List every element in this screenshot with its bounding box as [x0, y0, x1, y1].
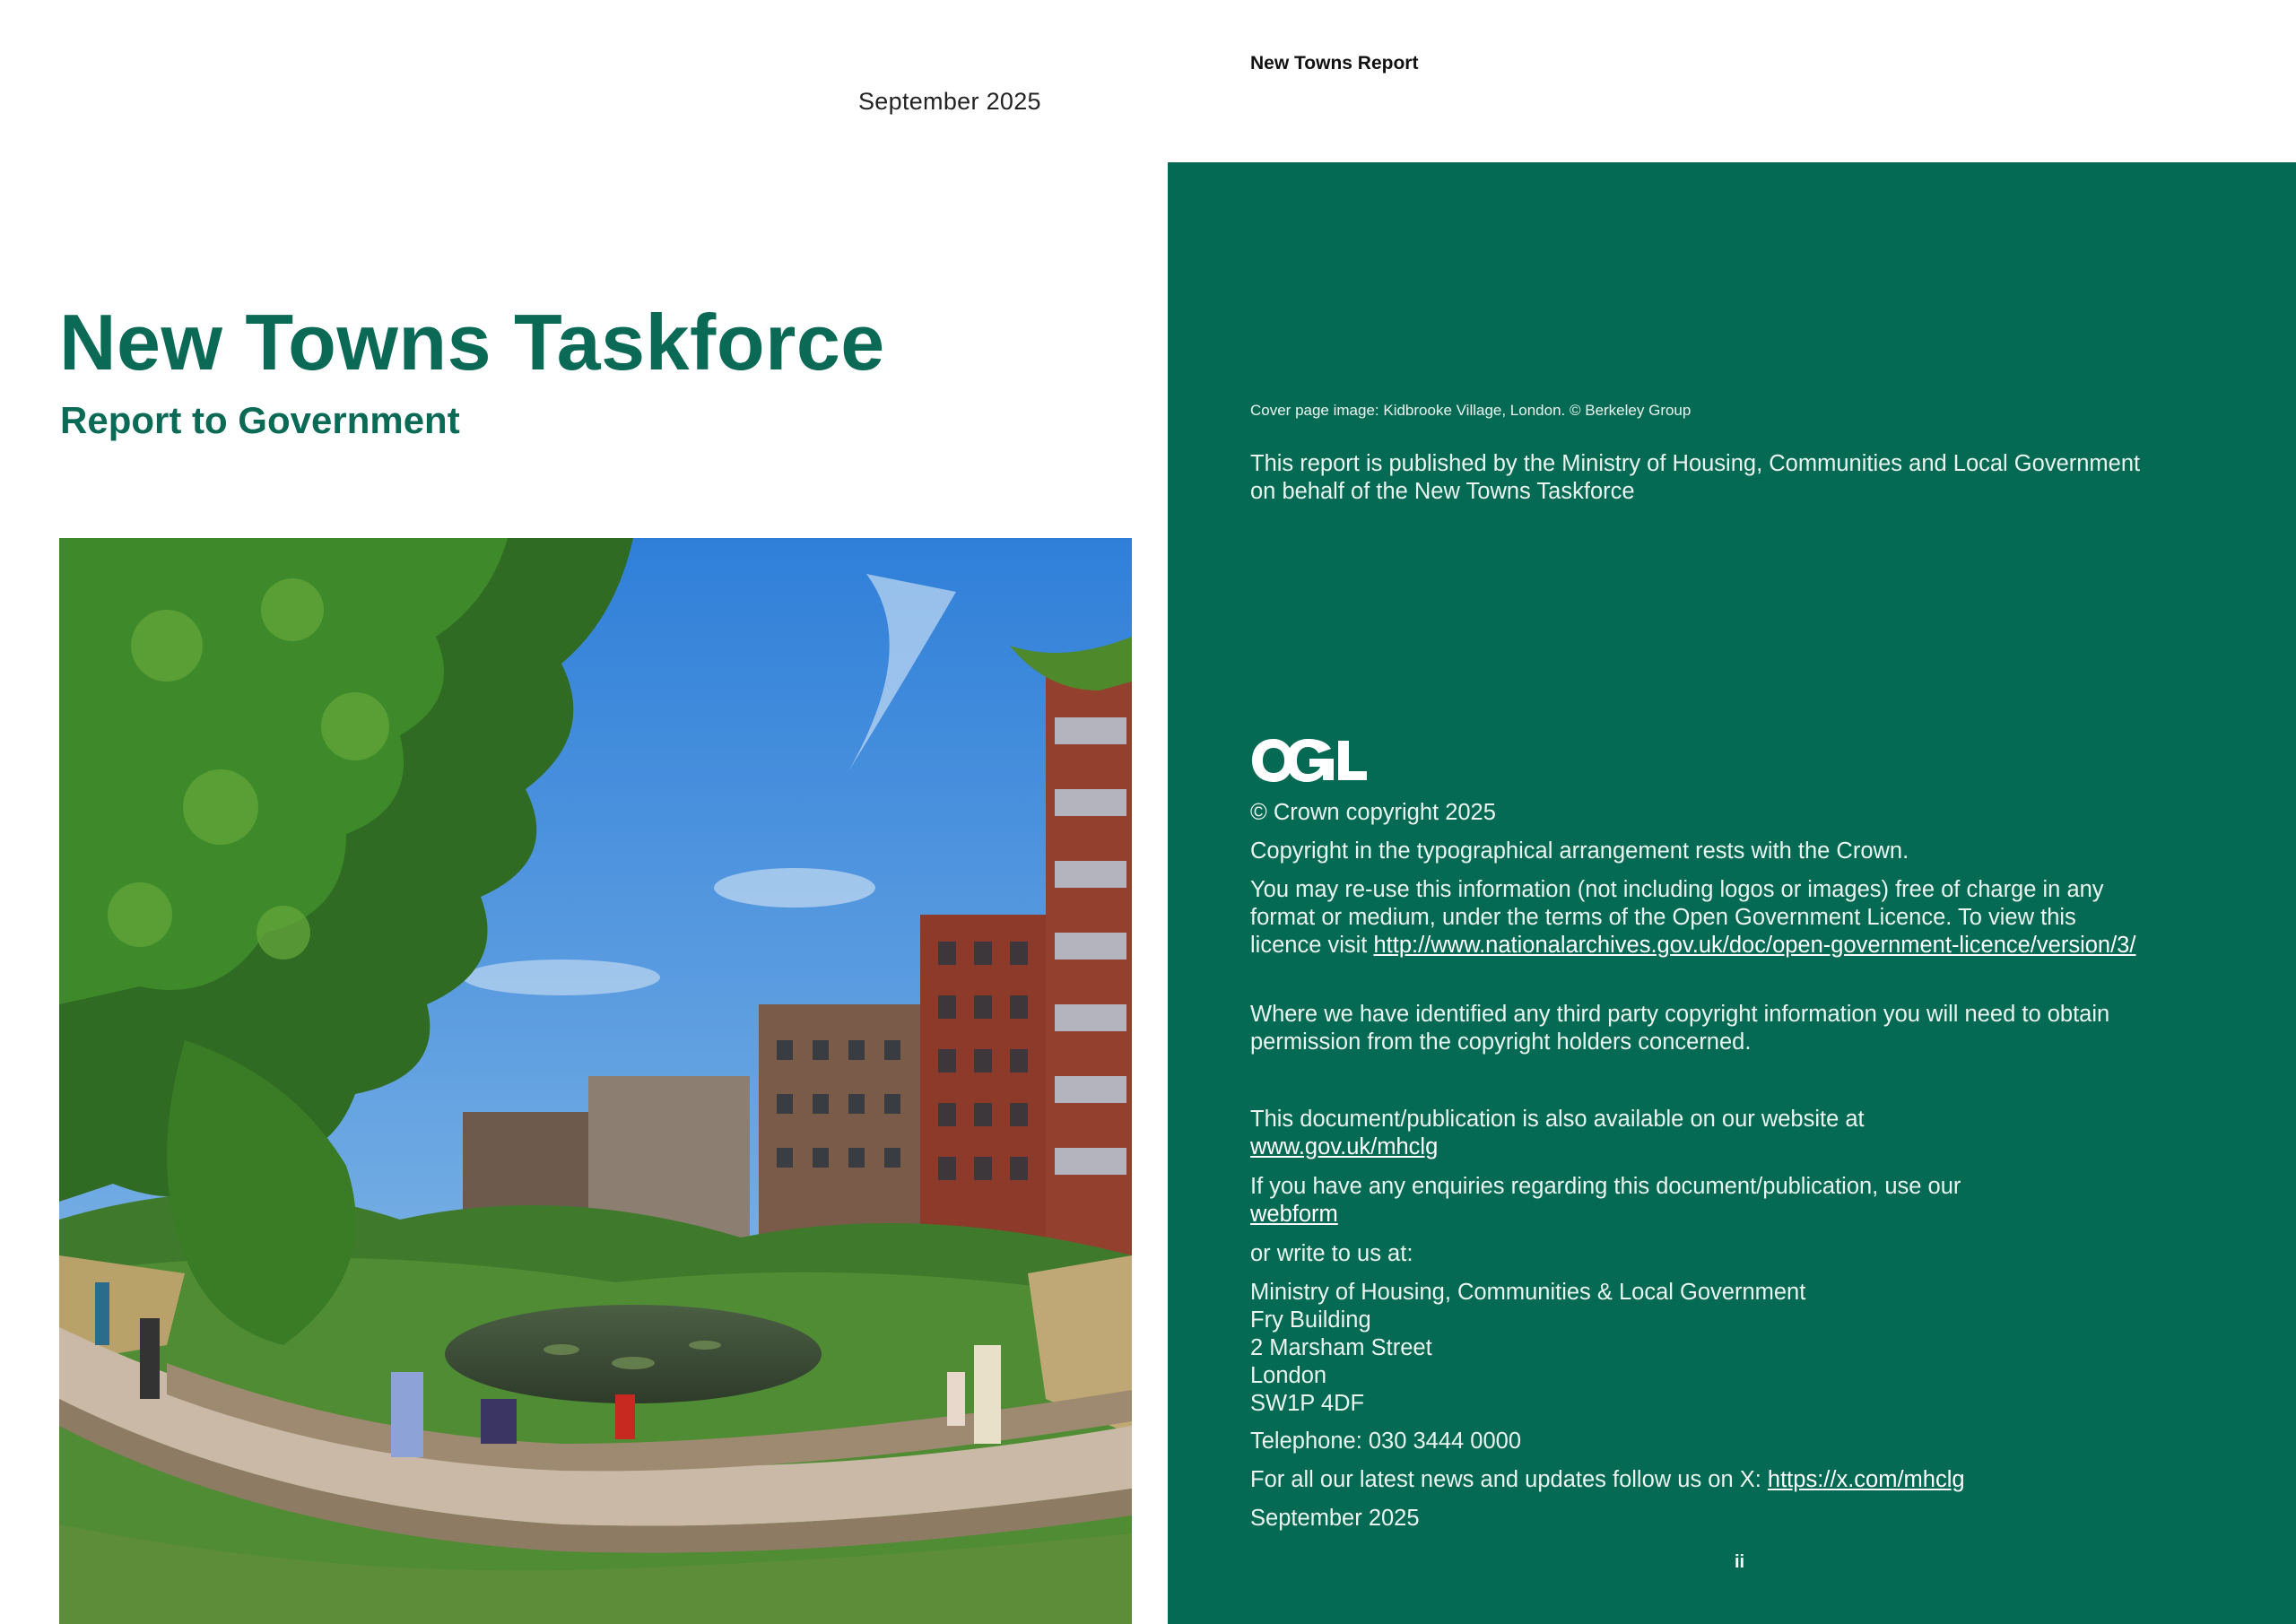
- published-by-text: This report is published by the Ministry of Housing, Communities and Local Government on behalf of the New Towns Taskforce: [1250, 451, 2141, 504]
- cover-image-caption: Cover page image: Kidbrooke Village, London. © Berkeley Group: [1250, 402, 1692, 419]
- cover-photo-illustration: [59, 538, 1132, 1624]
- address-line: 2 Marsham Street: [1250, 1335, 1432, 1360]
- social-text: For all our latest news and updates follow us on X:: [1250, 1467, 1768, 1492]
- cover-photo: [59, 538, 1132, 1624]
- typographical-copyright: Copyright in the typographical arrangement rests with the Crown.: [1250, 838, 1909, 864]
- page-number: ii: [1735, 1552, 1745, 1572]
- address-line: London: [1250, 1363, 1327, 1388]
- crown-copyright: © Crown copyright 2025: [1250, 800, 1496, 825]
- reuse-text: You may re-use this information (not including logos or images) free of charge in any format or medium, under the terms of the Open Government Licence. To view this licence visit: [1250, 877, 2104, 958]
- cover-date: September 2025: [858, 88, 1041, 115]
- page-subtitle: Report to Government: [60, 399, 460, 441]
- website-text: This document/publication is also available on our website at: [1250, 1107, 1865, 1132]
- website-link[interactable]: www.gov.uk/mhclg: [1250, 1134, 1439, 1159]
- address-line: Ministry of Housing, Communities & Local Government: [1250, 1280, 1806, 1305]
- website-paragraph: [1250, 1106, 1995, 1161]
- ogl-logo: [1250, 735, 1369, 786]
- write-to-text: or write to us at:: [1250, 1241, 1413, 1266]
- reuse-paragraph: [1250, 876, 2147, 960]
- x-link[interactable]: https://x.com/mhclg: [1767, 1467, 1965, 1492]
- imprint-panel: [1168, 162, 2296, 1624]
- address-line: SW1P 4DF: [1250, 1391, 1365, 1416]
- social-paragraph: [1250, 1466, 2165, 1494]
- telephone: Telephone: 030 3444 0000: [1250, 1429, 1522, 1454]
- enquiries-paragraph: [1250, 1173, 1986, 1229]
- address-line: Fry Building: [1250, 1307, 1371, 1333]
- footer-date: September 2025: [1250, 1506, 1420, 1531]
- enquiries-text: If you have any enquiries regarding this document/publication, use our: [1250, 1174, 1961, 1199]
- page-title: New Towns Taskforce: [59, 298, 885, 386]
- licence-link[interactable]: http://www.nationalarchives.gov.uk/doc/open-government-licence/version/3/: [1373, 933, 2136, 958]
- postal-address: [1250, 1279, 2165, 1418]
- running-head: New Towns Report: [1250, 53, 1419, 74]
- third-party-paragraph: Where we have identified any third party copyright information you will need to obtain permission from the copyright holders concerned.: [1250, 1002, 2110, 1055]
- webform-link[interactable]: webform: [1250, 1202, 1338, 1227]
